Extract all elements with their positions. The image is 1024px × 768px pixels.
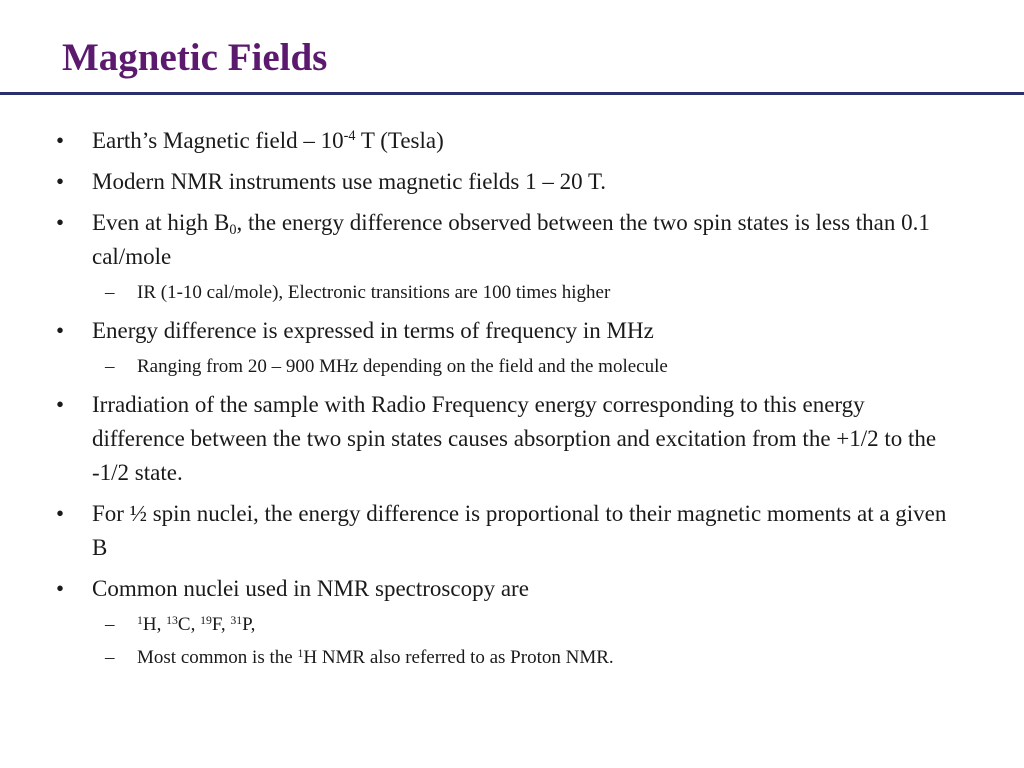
bullet-icon: • [56,128,65,153]
bullet-text: Energy difference is expressed in terms of frequency in MHz [92,318,654,343]
bullet-icon: • [56,169,65,194]
element-symbol: H [142,614,157,635]
sub-bullet-text: H NMR also referred to as Proton NMR. [303,647,614,668]
sub-bullet-nuclei-list [0,610,1024,640]
separator: , [220,614,231,635]
bullet-text: Earth’s Magnetic field – 10 [92,128,344,153]
bullet-icon: • [56,576,65,601]
sub-bullet-range [0,352,1024,382]
separator: , [190,614,201,635]
dash-icon: – [105,282,115,303]
separator: , [156,614,167,635]
bullet-text: Modern NMR instruments use magnetic fields 1 – 20 T. [92,169,607,194]
sub-bullet-text: IR (1-10 cal/mole), Electronic transitions are 100 times higher [137,282,611,303]
bullet-text: Even at high B [92,210,230,235]
mass-number: 1 [297,646,304,660]
sub-bullet-text: Ranging from 20 – 900 MHz depending on the field and the molecule [137,356,668,377]
element-symbol: F [211,614,221,635]
mass-number: 1 [137,613,143,627]
bullet-icon: • [56,210,65,235]
mass-number: 13 [166,613,178,627]
bullet-text: Irradiation of the sample with Radio Frequency energy corresponding to this energy difference between the two spin states causes absorption and excitation from the +1/2 to the -1/2 state. [92,392,937,485]
bullet-modern-nmr [0,165,1024,199]
bullet-earth-field [0,124,1024,158]
bullet-text: T (Tesla) [355,128,444,153]
subscript: 0 [229,222,237,239]
bullet-half-spin [0,497,1024,565]
slide-body [0,124,1024,679]
dash-icon: – [105,356,115,377]
sub-bullet-text: Most common is the [137,647,298,668]
dash-icon: – [105,647,115,668]
mass-number: 31 [230,613,243,627]
element-symbol: P [242,614,251,635]
title-divider [0,92,1024,95]
dash-icon: – [105,614,115,635]
bullet-irradiation [0,388,1024,490]
sub-bullet-ir [0,278,1024,308]
element-symbol: C [177,614,191,635]
mass-number: 19 [200,613,212,627]
bullet-common-nuclei [0,572,1024,606]
bullet-text: , the energy difference observed between the two spin states is less than 0.1 cal/mole [92,210,930,269]
bullet-text: For ½ spin nuclei, the energy difference is proportional to their magnetic moments at a given B [92,501,947,560]
bullet-high-b0 [0,206,1024,274]
bullet-text: Common nuclei used in NMR spectroscopy are [92,576,529,601]
separator: , [250,614,256,635]
bullet-frequency [0,314,1024,348]
bullet-icon: • [56,318,65,343]
slide-title: Magnetic Fields [62,36,328,79]
bullet-icon: • [56,501,65,526]
sub-bullet-proton-nmr [0,643,1024,673]
bullet-icon: • [56,392,65,417]
exponent: -4 [343,128,356,145]
